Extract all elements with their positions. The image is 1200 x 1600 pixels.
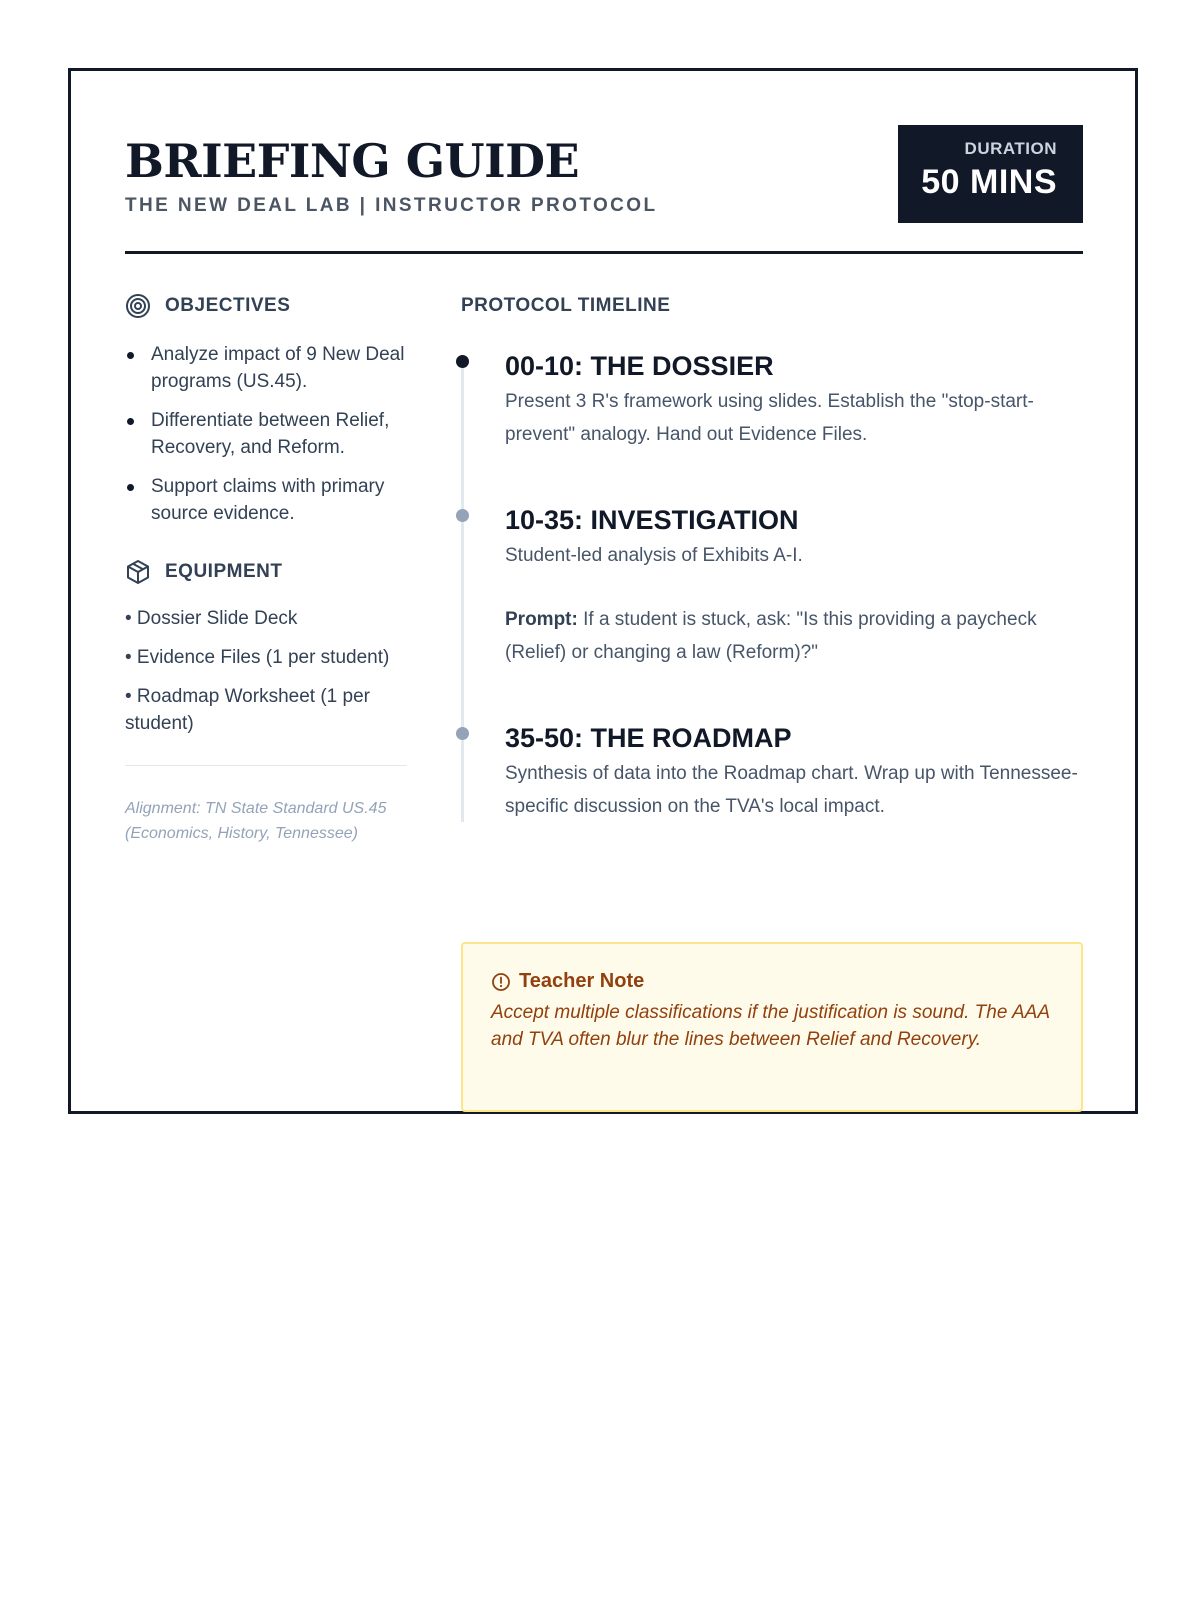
briefing-card <box>68 68 1138 1114</box>
timeline-step <box>461 349 1083 451</box>
duration-badge <box>898 125 1083 223</box>
step-prompt <box>505 603 1083 669</box>
list-item: Analyze impact of 9 New Deal programs (US.45). <box>125 341 407 395</box>
package-icon <box>125 559 151 585</box>
right-column <box>461 291 1083 1050</box>
note-heading <box>491 970 1053 993</box>
timeline-step <box>461 503 1083 669</box>
protocol-timeline <box>461 349 1083 823</box>
alert-circle-icon <box>491 972 511 992</box>
step-title: 35-50: THE ROADMAP <box>505 723 792 753</box>
list-item: • Dossier Slide Deck <box>125 608 298 629</box>
note-body: Accept multiple classifications if the justification is sound. The AAA and TVA often blur the lines between Relief and Recovery. <box>491 1002 1050 1050</box>
objectives-heading <box>125 291 407 321</box>
header-divider <box>125 251 1083 254</box>
prompt-label: Prompt: <box>505 609 578 630</box>
page-subtitle: THE NEW DEAL LAB | INSTRUCTOR PROTOCOL <box>125 195 658 216</box>
timeline-step <box>461 721 1083 823</box>
prompt-text: If a student is stuck, ask: "Is this providing a paycheck (Relief) or changing a law (Reform)?" <box>505 609 1037 663</box>
equipment-label: EQUIPMENT <box>165 561 283 582</box>
step-body: Student-led analysis of Exhibits A-I. <box>505 545 803 566</box>
duration-value: 50 MINS <box>921 163 1057 201</box>
timeline-dot-active <box>456 355 469 368</box>
step-title: 10-35: INVESTIGATION <box>505 505 799 535</box>
list-item: Differentiate between Relief, Recovery, and Reform. <box>125 407 407 461</box>
section-divider <box>125 765 407 766</box>
timeline-heading: PROTOCOL TIMELINE <box>461 295 671 316</box>
step-body: Synthesis of data into the Roadmap chart. Wrap up with Tennessee-specific discussion on the TVA's local impact. <box>505 763 1078 817</box>
timeline-dot <box>456 509 469 522</box>
objectives-list <box>125 341 407 527</box>
target-icon <box>125 293 151 319</box>
header <box>125 125 1083 255</box>
step-body: Present 3 R's framework using slides. Establish the "stop-start-prevent" analogy. Hand out Evidence Files. <box>505 391 1034 445</box>
list-item: • Evidence Files (1 per student) <box>125 647 390 668</box>
note-title: Teacher Note <box>519 970 645 992</box>
equipment-list <box>125 605 407 737</box>
duration-label: DURATION <box>964 139 1057 158</box>
step-title: 00-10: THE DOSSIER <box>505 351 774 381</box>
page-title: BRIEFING GUIDE <box>125 134 580 188</box>
objectives-label: OBJECTIVES <box>165 295 291 316</box>
timeline-dot <box>456 727 469 740</box>
teacher-note <box>461 942 1083 1112</box>
list-item: • Roadmap Worksheet (1 per student) <box>125 686 370 734</box>
alignment-note: Alignment: TN State Standard US.45 (Economics, History, Tennessee) <box>125 800 387 842</box>
left-column <box>125 291 407 846</box>
equipment-heading <box>125 557 407 587</box>
list-item: Support claims with primary source evidence. <box>125 473 407 527</box>
